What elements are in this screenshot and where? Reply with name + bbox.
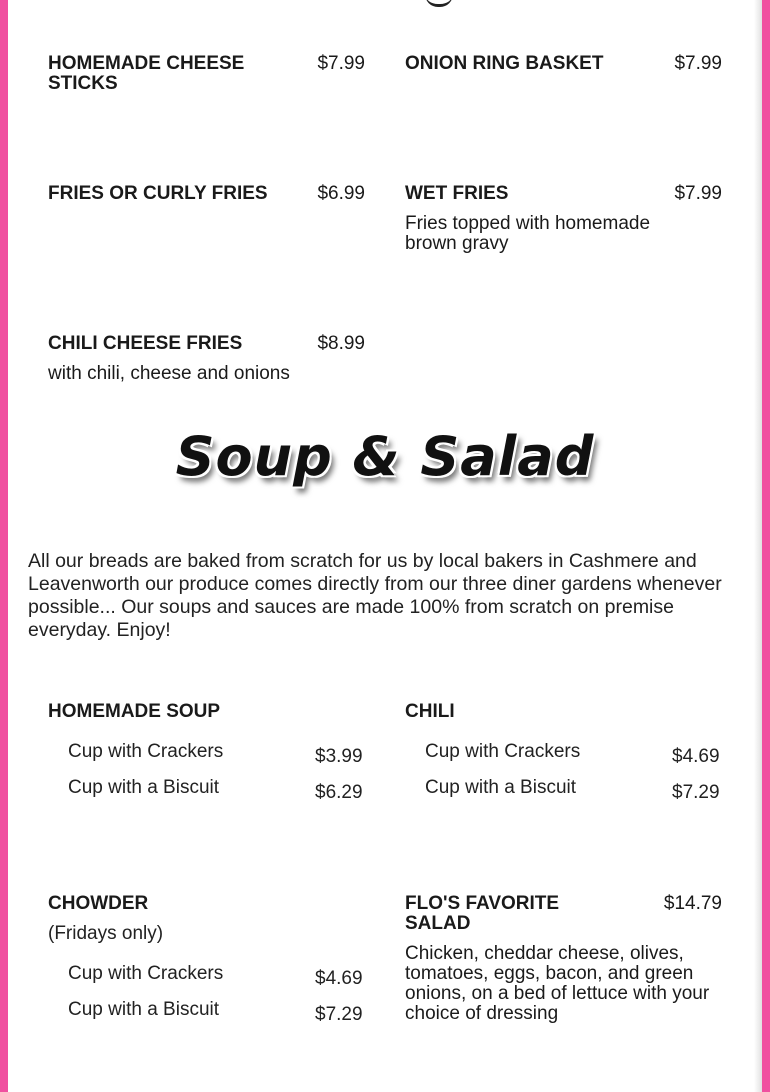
- option-label: Cup with Crackers: [425, 741, 581, 762]
- decorative-swoosh: [425, 0, 453, 7]
- section-intro: All our breads are baked from scratch for us by local bakers in Cashmere and Leavenworth our produce comes directly from our three diner gardens whenever possible... Our soups and sauces are made 100% from scratch on premise everyday. Enjoy!: [28, 550, 722, 641]
- item-price: $7.99: [674, 183, 722, 204]
- item-price: $14.79: [663, 893, 722, 914]
- item-name: CHILI CHEESE FRIES: [48, 333, 243, 354]
- menu-item-wet-fries: [405, 184, 675, 254]
- item-note: (Fridays only): [48, 923, 164, 944]
- item-name: FRIES OR CURLY FRIES: [48, 183, 268, 204]
- item-name: FLO'S FAVORITE SALAD: [405, 893, 560, 934]
- item-price: $7.99: [317, 53, 365, 74]
- option-label: Cup with Crackers: [68, 963, 224, 984]
- menu-item-chowder: CHOWDER: [48, 893, 149, 914]
- item-price: $7.99: [674, 53, 722, 74]
- item-price: $8.99: [317, 333, 365, 354]
- option-label: Cup with a Biscuit: [425, 777, 577, 798]
- menu-item-onion-rings: [405, 54, 655, 74]
- option-price: $7.29: [672, 782, 720, 803]
- section-title-soup-salad: Soup & Salad: [175, 425, 595, 488]
- option-price: $4.69: [315, 968, 363, 989]
- menu-item-cheese-sticks: [48, 54, 308, 94]
- menu-item-chili: CHILI: [405, 701, 455, 722]
- item-description: with chili, cheese and onions: [48, 363, 290, 384]
- option-price: $4.69: [672, 746, 720, 767]
- menu-item-fries: [48, 184, 308, 204]
- item-name: WET FRIES: [405, 183, 509, 204]
- option-label: Cup with Crackers: [68, 741, 224, 762]
- page-shadow-right: [754, 0, 762, 1092]
- menu-item-chili-cheese-fries: [48, 334, 318, 384]
- item-price: $6.99: [317, 183, 365, 204]
- page-border-left: [0, 0, 8, 1092]
- menu-item-homemade-soup: HOMEMADE SOUP: [48, 701, 221, 722]
- option-price: $7.29: [315, 1004, 363, 1025]
- item-description: Chicken, cheddar cheese, olives, tomatoes, eggs, bacon, and green onions, on a bed of lettuce with your choice of dressing: [405, 943, 710, 1024]
- page-border-right: [762, 0, 770, 1092]
- option-price: $6.29: [315, 782, 363, 803]
- option-price: $3.99: [315, 746, 363, 767]
- option-label: Cup with a Biscuit: [68, 777, 220, 798]
- item-description: Fries topped with homemade brown gravy: [405, 213, 651, 254]
- item-name: ONION RING BASKET: [405, 53, 604, 74]
- option-label: Cup with a Biscuit: [68, 999, 220, 1020]
- item-name: HOMEMADE CHEESE STICKS: [48, 53, 245, 94]
